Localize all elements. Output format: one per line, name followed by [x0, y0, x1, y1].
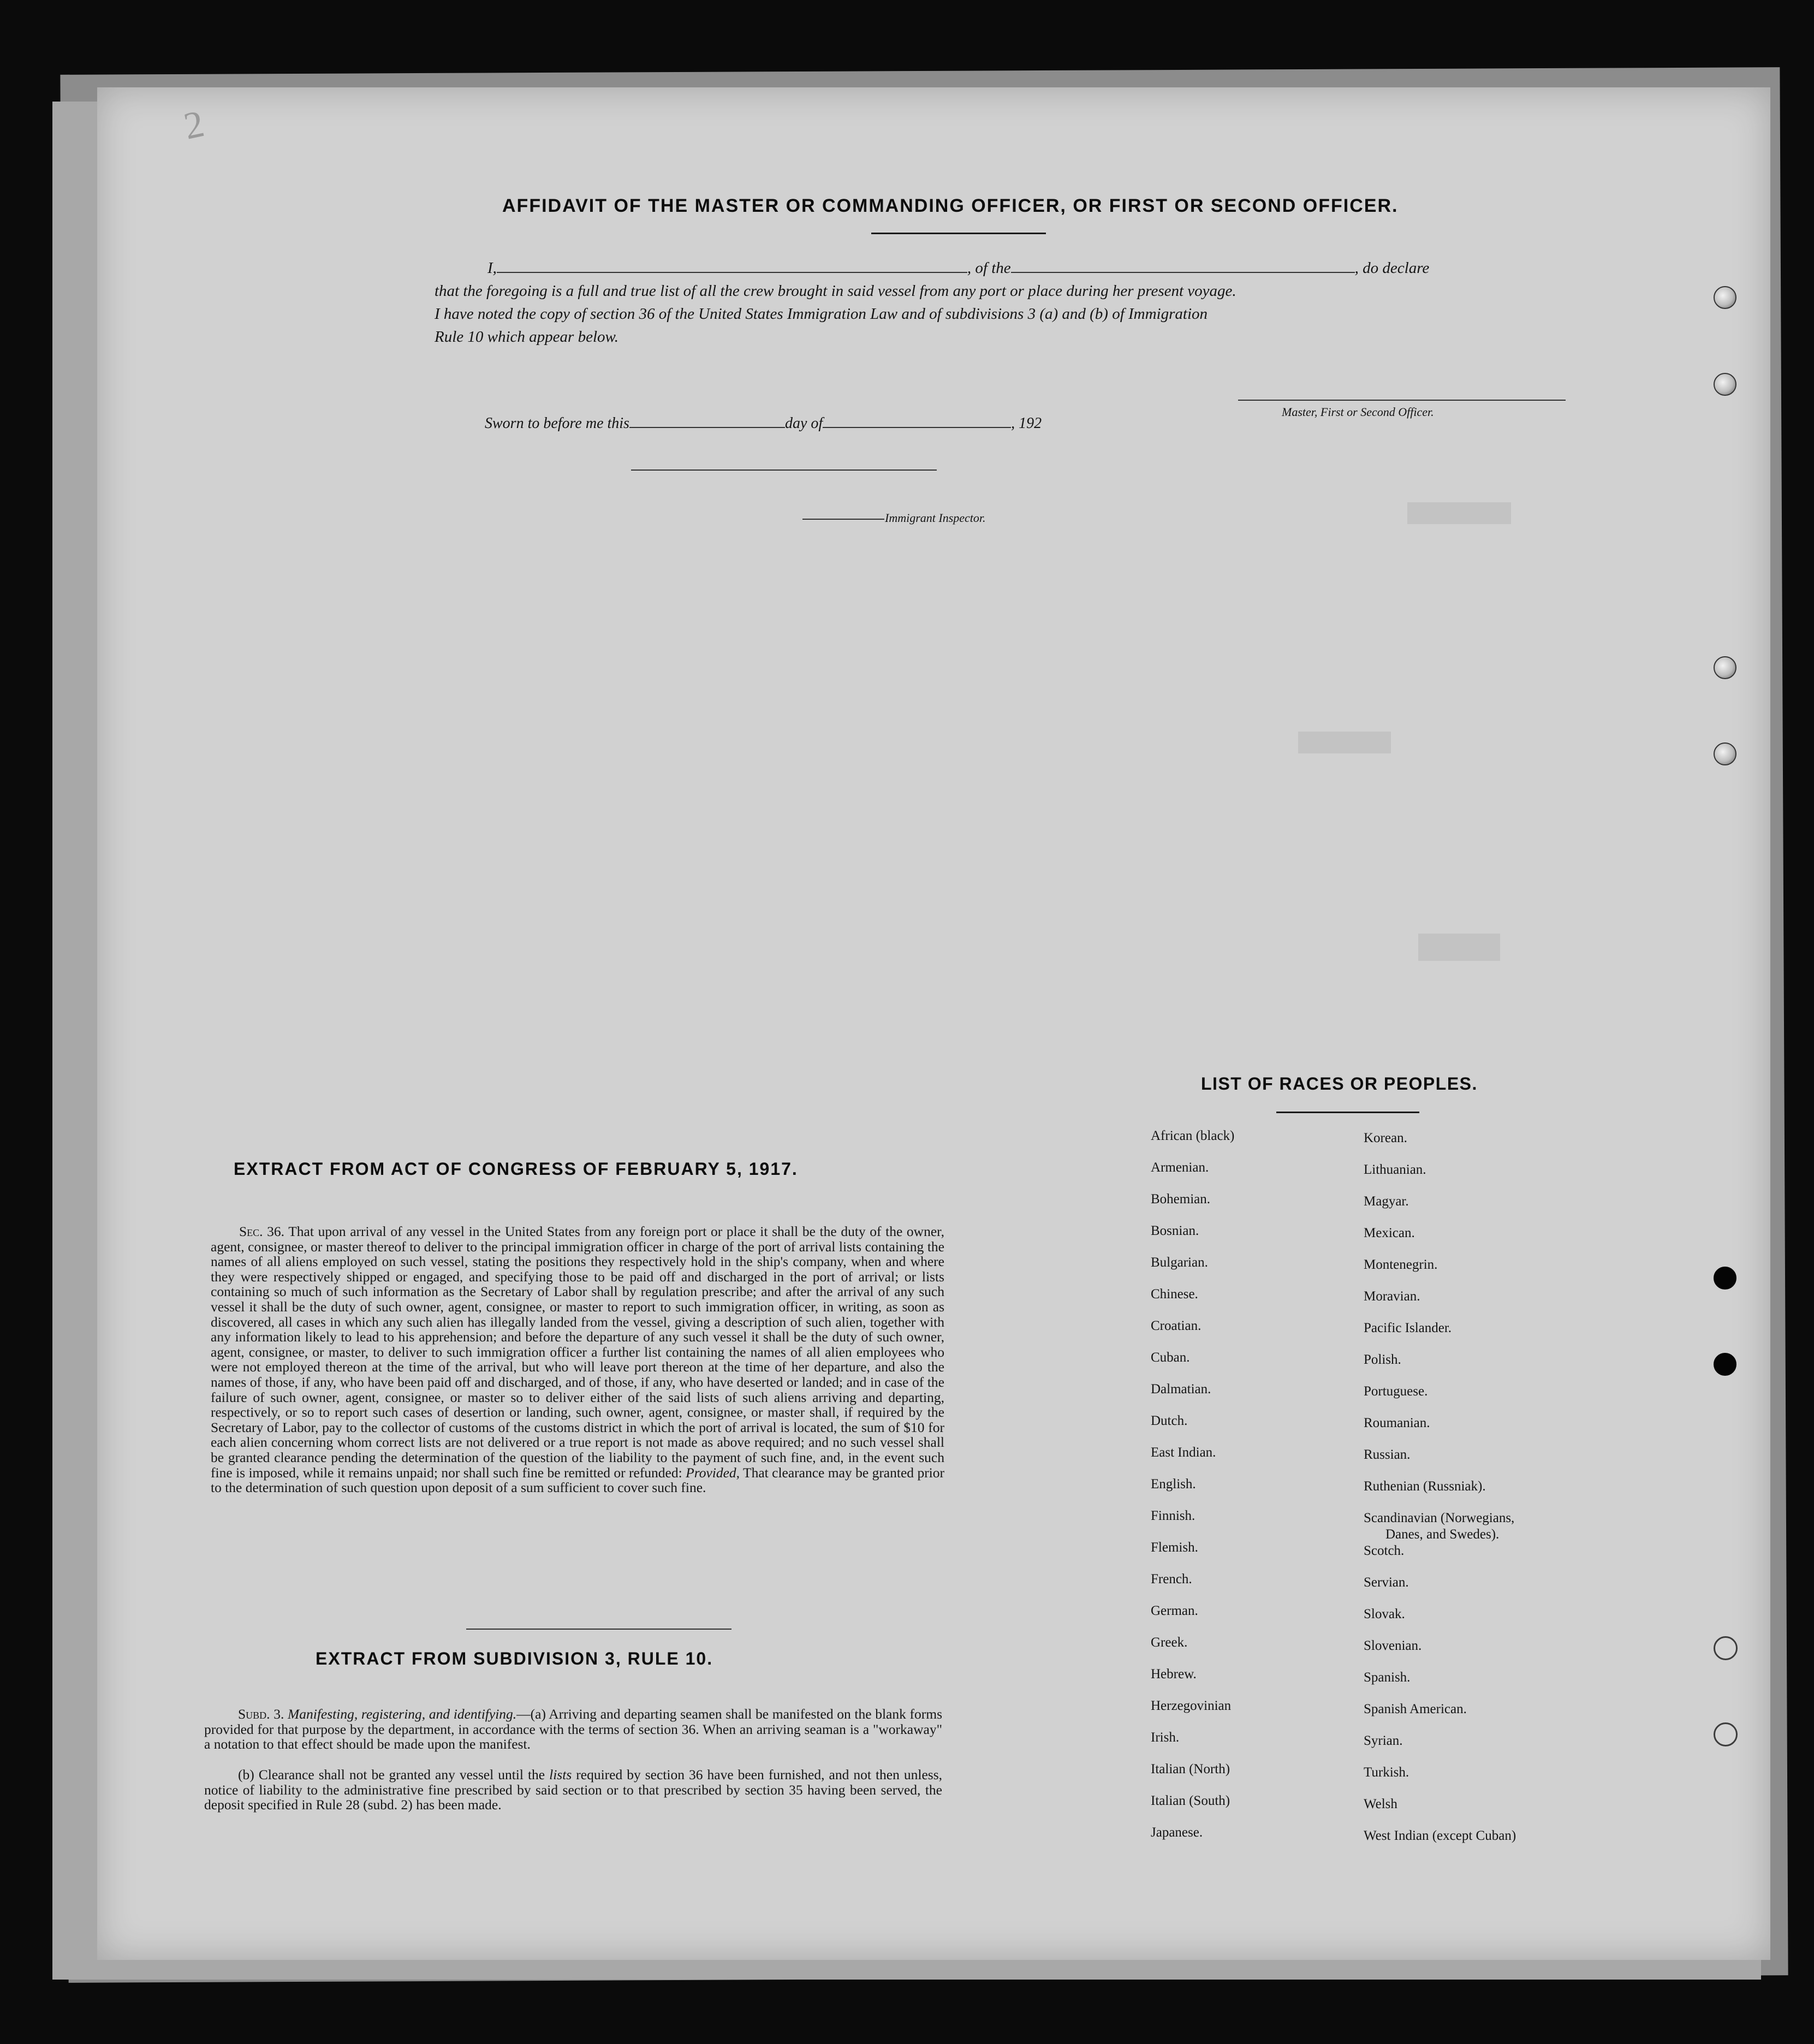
race-item: Roumanian.	[1364, 1416, 1430, 1430]
race-item: Moravian.	[1364, 1289, 1420, 1304]
signature-line[interactable]	[1238, 400, 1566, 401]
subd-heading: Manifesting, registering, and identifying.	[288, 1706, 517, 1722]
races-right-column	[1364, 1131, 1516, 1860]
para-a-marker: —(a)	[516, 1706, 546, 1722]
race-item: Syrian.	[1364, 1733, 1403, 1748]
race-item: Portuguese.	[1364, 1384, 1428, 1399]
binder-hole	[1714, 286, 1736, 309]
race-item: Polish.	[1364, 1352, 1401, 1367]
sworn-month-blank[interactable]	[823, 415, 1011, 428]
race-item: Pacific Islander.	[1364, 1321, 1452, 1335]
sworn-day-of: day of	[784, 415, 823, 432]
races-left-column	[1151, 1128, 1234, 1857]
affidavit-i: I,	[487, 259, 497, 277]
affidavit-line-3: I have noted the copy of section 36 of the United States Immigration Law and of subdivisions 3 (a) and (b) of Immigration	[435, 305, 1208, 323]
race-item: Armenian.	[1151, 1160, 1209, 1175]
section-36-text	[211, 1224, 944, 1495]
inspector-label: Immigrant Inspector.	[885, 511, 986, 525]
binder-hole	[1714, 1636, 1738, 1660]
binder-hole	[1714, 742, 1736, 765]
proviso-word: Provided,	[686, 1464, 740, 1481]
sworn-line	[485, 415, 1042, 432]
binder-hole	[1714, 1353, 1736, 1376]
affidavit-do-declare: , do declare	[1354, 259, 1430, 277]
race-item: Bohemian.	[1151, 1192, 1211, 1207]
race-item: Italian (South)	[1151, 1793, 1230, 1808]
subdivision-a-text	[204, 1707, 942, 1752]
race-item: Servian.	[1364, 1575, 1409, 1590]
race-item: Welsh	[1364, 1797, 1397, 1811]
race-item: Croatian.	[1151, 1318, 1202, 1333]
affidavit-title: AFFIDAVIT OF THE MASTER OR COMMANDING OFFICER, OR FIRST OR SECOND OFFICER.	[502, 195, 1399, 216]
binder-hole	[1714, 1267, 1736, 1290]
race-item: French.	[1151, 1572, 1192, 1587]
inspector-label-rule	[802, 519, 884, 520]
proviso-rest: That clearance may be granted prior to the determination of such question upon deposit of a sum sufficient to cover such fine.	[211, 1464, 945, 1496]
races-title: LIST OF RACES OR PEOPLES.	[1201, 1074, 1478, 1094]
race-item: Spanish American.	[1364, 1702, 1467, 1716]
sworn-day-blank[interactable]	[629, 415, 785, 428]
race-item: Turkish.	[1364, 1765, 1409, 1780]
race-item: Mexican.	[1364, 1226, 1415, 1240]
subd-label: Subd. 3.	[238, 1706, 284, 1722]
race-item: West Indian (except Cuban)	[1364, 1828, 1516, 1843]
race-item: Herzegovinian	[1151, 1698, 1232, 1713]
race-item: Hebrew.	[1151, 1667, 1197, 1681]
signature-label: Master, First or Second Officer.	[1282, 405, 1434, 419]
race-item: Slovak.	[1364, 1607, 1405, 1621]
race-item: English.	[1151, 1477, 1196, 1492]
race-item: German.	[1151, 1603, 1198, 1618]
race-item: Magyar.	[1364, 1194, 1409, 1209]
race-item: Irish.	[1151, 1730, 1180, 1745]
inspector-signature-line[interactable]	[631, 470, 937, 471]
race-item: Lithuanian.	[1364, 1162, 1426, 1177]
race-item: Slovenian.	[1364, 1638, 1422, 1653]
para-b-lists: lists	[549, 1767, 572, 1782]
race-item: Ruthenian (Russniak).	[1364, 1479, 1486, 1494]
race-item: East Indian.	[1151, 1445, 1216, 1460]
race-item: Korean.	[1364, 1131, 1407, 1145]
race-item: Scandinavian (Norwegians,	[1364, 1511, 1515, 1525]
race-item: Russian.	[1364, 1447, 1411, 1462]
race-item: Italian (North)	[1151, 1762, 1230, 1776]
binder-hole	[1714, 1722, 1738, 1746]
bleed-through-mark	[1298, 732, 1391, 753]
race-item: Bulgarian.	[1151, 1255, 1208, 1270]
affidavit-of-the: , of the	[967, 259, 1011, 277]
sworn-prefix: Sworn to before me this	[485, 415, 629, 432]
section-36-body: That upon arrival of any vessel in the United States from any foreign port or place it shall be the duty of the owner, agent, consignee, or master thereof to deliver to the principal immigration officer in charge of the port of arrival lists containing the names of all aliens employed on such vessel, stating the positions they respectively hold in the ship's company, when and where they were respectively shipped or engaged, and specifying those to be paid off and discharged in the port of arrival; or lists containing so much of such information as the Secretary of Labor shall by regulation prescribe; and after the arrival of any such vessel it shall be the duty of such owner, agent, consignee, or master to report to such immigration officer, in writing, as soon as discovered, all cases in which any such alien has illegally landed from the vessel, giving a description of such alien, together with any information likely to lead to his apprehension; and before the departure of any such vessel it shall be the duty of such owner, agent, consignee, or master, to deliver to such immigration officer a further list containing the names of all alien employees who were not employed thereon at the time of the arrival, but who will leave port thereon at the time of her departure, and also the names of those, if any, who have been paid off and discharged, and of those, if any, who have deserted or landed; and in case of the failure of such owner, agent, consignee, or master so to deliver either of the said lists of such aliens arriving and departing, respectively, or so to report such cases of desertion or landing, such owner, agent, consignee, or master shall, if required by the Secretary of Labor, pay to the collector of customs of the customs district in which the port of arrival is located, the sum of $10 for each alien concerning whom correct lists are not delivered or a true report is not made as above required; and no such vessel shall be granted clearance pending the determination of the question of the liability to the payment of such fine, and, in the event such fine is imposed, while it remains unpaid; nor shall such fine be remitted or refunded:	[211, 1223, 945, 1481]
race-item: Spanish.	[1364, 1670, 1411, 1685]
para-b-after: required by section 36 have been furnished, and not then unless, notice of liability to the administrative fine prescribed by said section or to that prescribed by section 35 having been served, the deposit specified in Rule 28 (subd. 2) has been made.	[204, 1767, 942, 1813]
para-a-body: Arriving and departing seamen shall be manifested on the blank forms provided for that purpose by the department, in accordance with the terms of section 36. When an arriving seaman is a "workaway" a notation to that effect should be made upon the manifest.	[204, 1706, 943, 1752]
race-item: Bosnian.	[1151, 1223, 1199, 1238]
race-item: Flemish.	[1151, 1540, 1198, 1555]
manifest-page	[97, 87, 1770, 1960]
section-label: Sec. 36.	[239, 1223, 285, 1239]
binder-hole	[1714, 656, 1736, 679]
subdivision-b-text	[204, 1767, 942, 1813]
binder-hole	[1714, 373, 1736, 396]
race-item: Greek.	[1151, 1635, 1188, 1650]
race-item: African (black)	[1151, 1128, 1235, 1143]
affidavit-line-2: that the foregoing is a full and true list of all the crew brought in said vessel from any port or place during her present voyage.	[435, 282, 1236, 300]
race-item: Dutch.	[1151, 1413, 1188, 1428]
affidavit-line-4: Rule 10 which appear below.	[435, 328, 618, 346]
extract-rule-title: EXTRACT FROM SUBDIVISION 3, RULE 10.	[316, 1649, 713, 1668]
master-name-blank[interactable]	[497, 260, 967, 273]
extract-act-title: EXTRACT FROM ACT OF CONGRESS OF FEBRUARY 5, 1917.	[234, 1159, 798, 1179]
title-underline	[871, 233, 1046, 234]
race-item: Japanese.	[1151, 1825, 1203, 1840]
race-item: Dalmatian.	[1151, 1382, 1211, 1397]
corner-number: 2	[180, 103, 208, 148]
affidavit-line-1	[487, 259, 1429, 277]
race-item: Montenegrin.	[1364, 1257, 1438, 1272]
para-b-before: Clearance shall not be granted any vessel until the	[258, 1767, 545, 1782]
race-item: Cuban.	[1151, 1350, 1190, 1365]
bleed-through-mark	[1418, 934, 1500, 961]
races-title-underline	[1276, 1112, 1419, 1113]
race-item: Chinese.	[1151, 1287, 1198, 1302]
para-b-marker: (b)	[238, 1767, 254, 1782]
sworn-year: , 192	[1011, 415, 1042, 432]
race-item: Danes, and Swedes).	[1385, 1527, 1500, 1542]
vessel-name-blank[interactable]	[1011, 260, 1355, 273]
race-item: Finnish.	[1151, 1508, 1196, 1523]
section-divider	[466, 1629, 731, 1630]
race-item: Scotch.	[1364, 1543, 1405, 1558]
bleed-through-mark	[1407, 502, 1511, 524]
